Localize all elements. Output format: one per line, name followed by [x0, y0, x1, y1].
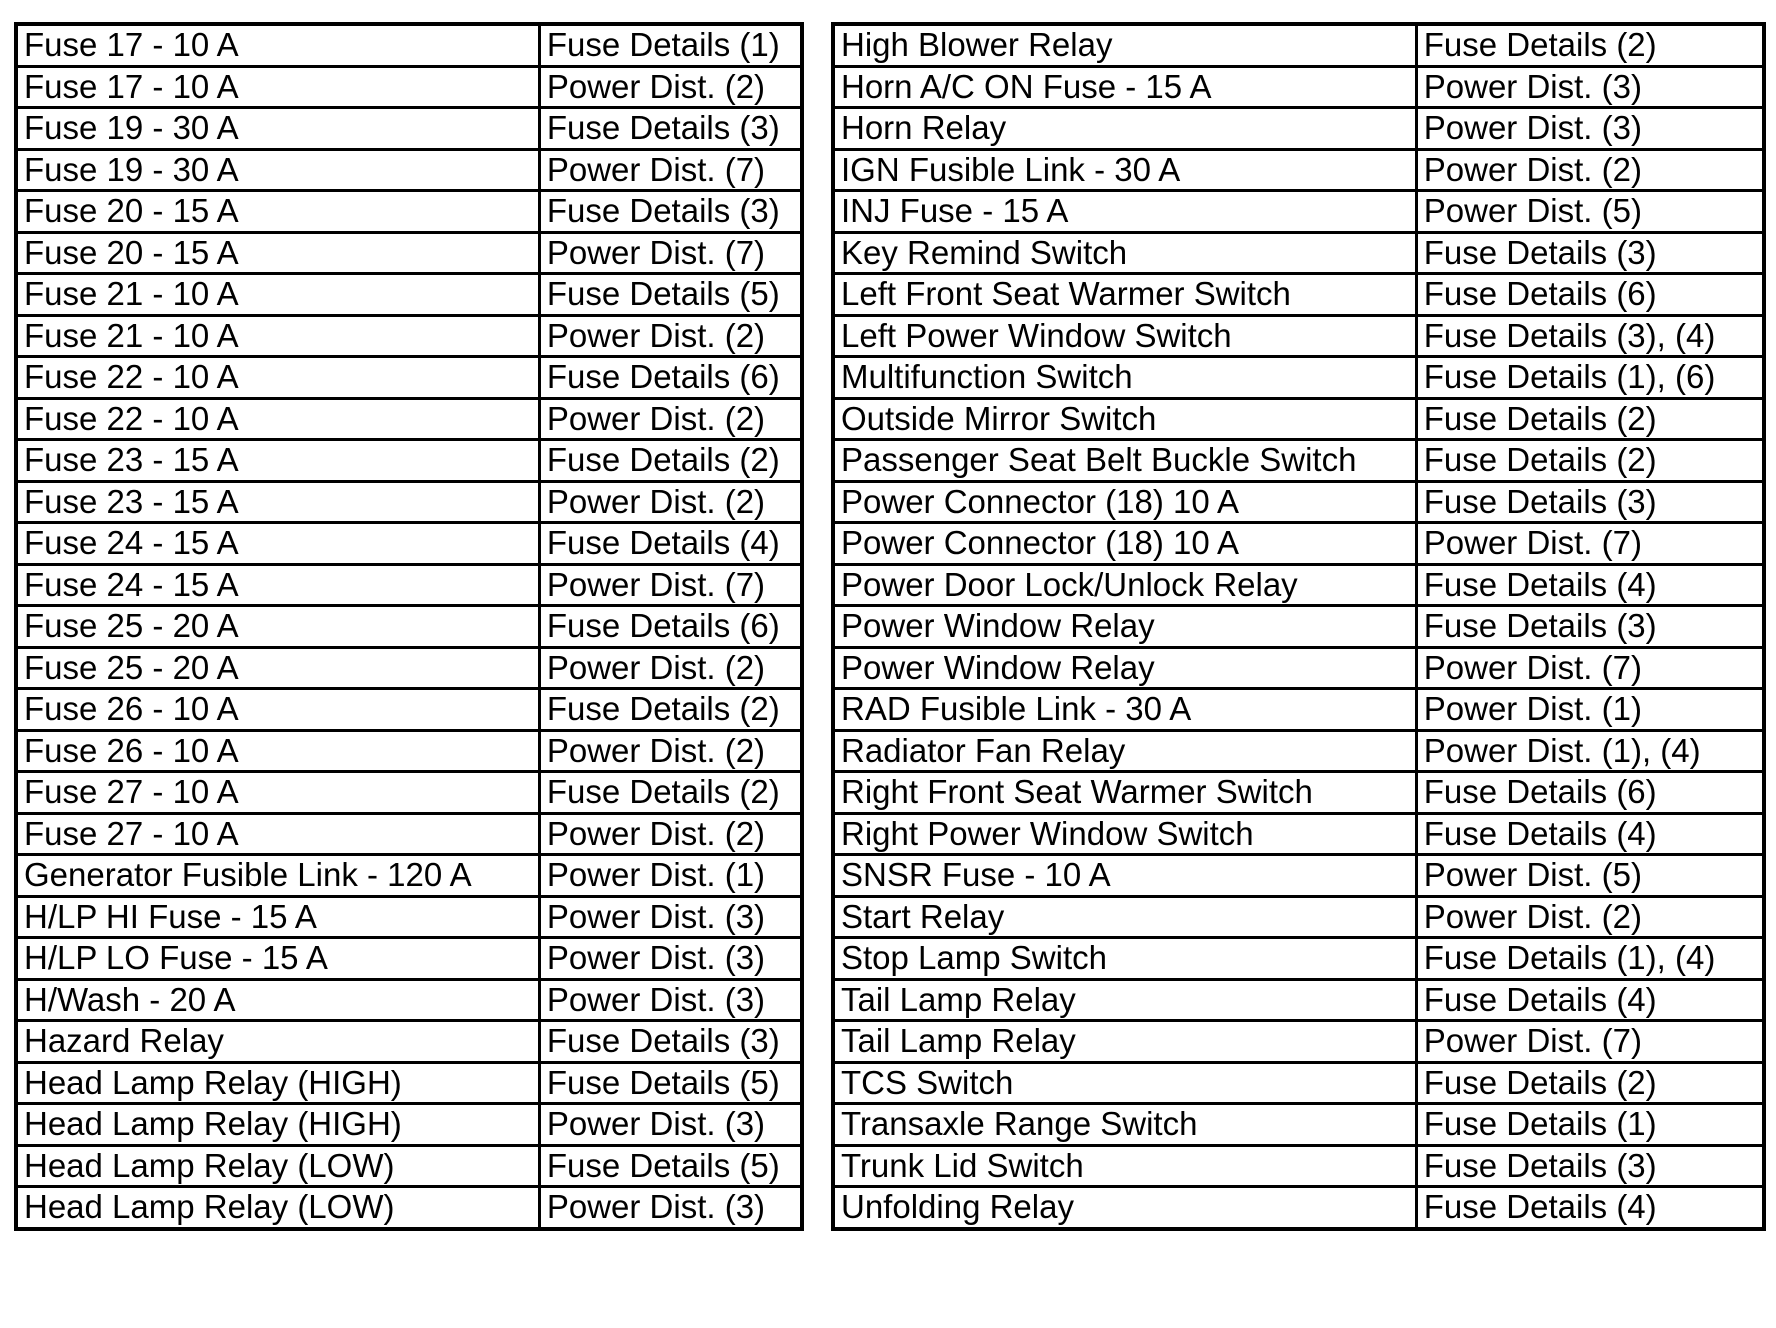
table-row — [833, 813, 1764, 855]
reference-cell: Fuse Details (5) — [539, 1062, 802, 1104]
component-name-cell: Outside Mirror Switch — [833, 398, 1416, 440]
left-index-table — [14, 22, 804, 1231]
reference-cell: Power Dist. (3) — [539, 896, 802, 938]
component-name-cell: Fuse 19 - 30 A — [16, 149, 539, 191]
reference-cell: Fuse Details (6) — [1416, 274, 1764, 316]
table-row — [833, 481, 1764, 523]
reference-cell: Fuse Details (2) — [539, 772, 802, 814]
reference-cell: Fuse Details (3) — [1416, 232, 1764, 274]
component-name-cell: Fuse 21 - 10 A — [16, 274, 539, 316]
table-row — [833, 315, 1764, 357]
component-name-cell: Hazard Relay — [16, 1021, 539, 1063]
reference-cell: Power Dist. (2) — [1416, 896, 1764, 938]
table-row — [833, 274, 1764, 316]
reference-cell: Fuse Details (3) — [539, 191, 802, 233]
reference-cell: Fuse Details (2) — [1416, 440, 1764, 482]
component-name-cell: H/LP LO Fuse - 15 A — [16, 938, 539, 980]
reference-cell: Fuse Details (6) — [539, 606, 802, 648]
reference-cell: Fuse Details (6) — [1416, 772, 1764, 814]
right-index-table — [831, 22, 1766, 1231]
component-name-cell: Trunk Lid Switch — [833, 1145, 1416, 1187]
table-row — [16, 606, 802, 648]
table-row — [833, 938, 1764, 980]
component-name-cell: Power Window Relay — [833, 647, 1416, 689]
reference-cell: Power Dist. (2) — [539, 730, 802, 772]
table-row — [833, 1021, 1764, 1063]
component-name-cell: Right Power Window Switch — [833, 813, 1416, 855]
reference-cell: Power Dist. (3) — [539, 1104, 802, 1146]
reference-cell: Power Dist. (3) — [1416, 108, 1764, 150]
component-index — [14, 22, 1766, 1316]
reference-cell: Fuse Details (3) — [1416, 481, 1764, 523]
table-row — [16, 523, 802, 565]
table-row — [833, 232, 1764, 274]
table-row — [16, 1104, 802, 1146]
table-row — [16, 938, 802, 980]
reference-cell: Fuse Details (1) — [1416, 1104, 1764, 1146]
component-name-cell: Power Connector (18) 10 A — [833, 523, 1416, 565]
component-name-cell: SNSR Fuse - 10 A — [833, 855, 1416, 897]
reference-cell: Fuse Details (3) — [1416, 606, 1764, 648]
table-row — [833, 896, 1764, 938]
reference-cell: Power Dist. (7) — [1416, 647, 1764, 689]
reference-cell: Power Dist. (5) — [1416, 191, 1764, 233]
component-name-cell: High Blower Relay — [833, 24, 1416, 66]
table-row — [833, 191, 1764, 233]
table-row — [833, 855, 1764, 897]
table-row — [16, 772, 802, 814]
reference-cell: Fuse Details (4) — [1416, 564, 1764, 606]
reference-cell: Power Dist. (7) — [1416, 523, 1764, 565]
component-name-cell: Fuse 17 - 10 A — [16, 24, 539, 66]
component-name-cell: Unfolding Relay — [833, 1187, 1416, 1229]
table-row — [16, 440, 802, 482]
reference-cell: Power Dist. (2) — [1416, 149, 1764, 191]
component-name-cell: Fuse 19 - 30 A — [16, 108, 539, 150]
table-row — [16, 191, 802, 233]
reference-cell: Fuse Details (1), (4) — [1416, 938, 1764, 980]
table-row — [16, 896, 802, 938]
table-row — [833, 730, 1764, 772]
component-name-cell: Power Window Relay — [833, 606, 1416, 648]
component-name-cell: Key Remind Switch — [833, 232, 1416, 274]
component-name-cell: TCS Switch — [833, 1062, 1416, 1104]
table-row — [16, 855, 802, 897]
reference-cell: Fuse Details (4) — [1416, 813, 1764, 855]
component-name-cell: Fuse 26 - 10 A — [16, 730, 539, 772]
component-name-cell: Head Lamp Relay (LOW) — [16, 1187, 539, 1229]
table-row — [16, 274, 802, 316]
component-name-cell: Fuse 20 - 15 A — [16, 191, 539, 233]
table-row — [16, 647, 802, 689]
reference-cell: Power Dist. (2) — [539, 813, 802, 855]
table-row — [16, 66, 802, 108]
reference-cell: Power Dist. (2) — [539, 647, 802, 689]
component-name-cell: INJ Fuse - 15 A — [833, 191, 1416, 233]
reference-cell: Fuse Details (5) — [539, 274, 802, 316]
table-row — [833, 24, 1764, 66]
component-name-cell: Fuse 27 - 10 A — [16, 813, 539, 855]
reference-cell: Fuse Details (6) — [539, 357, 802, 399]
table-row — [833, 66, 1764, 108]
reference-cell: Power Dist. (3) — [1416, 66, 1764, 108]
component-name-cell: Fuse 22 - 10 A — [16, 357, 539, 399]
table-row — [16, 1145, 802, 1187]
reference-cell: Power Dist. (7) — [539, 149, 802, 191]
table-row — [16, 730, 802, 772]
table-row — [16, 481, 802, 523]
component-name-cell: Fuse 24 - 15 A — [16, 523, 539, 565]
table-row — [16, 1062, 802, 1104]
table-row — [833, 1145, 1764, 1187]
reference-cell: Power Dist. (3) — [539, 979, 802, 1021]
component-name-cell: Passenger Seat Belt Buckle Switch — [833, 440, 1416, 482]
table-row — [833, 149, 1764, 191]
reference-cell: Fuse Details (2) — [539, 440, 802, 482]
component-name-cell: Fuse 25 - 20 A — [16, 647, 539, 689]
reference-cell: Power Dist. (1) — [1416, 689, 1764, 731]
left-table-body — [16, 24, 802, 1229]
component-name-cell: Fuse 20 - 15 A — [16, 232, 539, 274]
reference-cell: Power Dist. (1), (4) — [1416, 730, 1764, 772]
reference-cell: Power Dist. (2) — [539, 481, 802, 523]
component-name-cell: H/LP HI Fuse - 15 A — [16, 896, 539, 938]
reference-cell: Fuse Details (2) — [1416, 398, 1764, 440]
table-row — [833, 772, 1764, 814]
table-row — [833, 1104, 1764, 1146]
table-row — [833, 1062, 1764, 1104]
table-row — [16, 398, 802, 440]
reference-cell: Power Dist. (2) — [539, 66, 802, 108]
table-row — [833, 523, 1764, 565]
table-row — [833, 1187, 1764, 1229]
right-table-body — [833, 24, 1764, 1229]
table-row — [833, 606, 1764, 648]
reference-cell: Power Dist. (7) — [539, 232, 802, 274]
component-name-cell: Fuse 17 - 10 A — [16, 66, 539, 108]
reference-cell: Fuse Details (4) — [1416, 1187, 1764, 1229]
component-name-cell: Fuse 26 - 10 A — [16, 689, 539, 731]
reference-cell: Fuse Details (2) — [1416, 24, 1764, 66]
reference-cell: Fuse Details (3), (4) — [1416, 315, 1764, 357]
reference-cell: Fuse Details (2) — [539, 689, 802, 731]
table-row — [833, 564, 1764, 606]
component-name-cell: Head Lamp Relay (HIGH) — [16, 1062, 539, 1104]
table-row — [16, 1187, 802, 1229]
component-name-cell: Start Relay — [833, 896, 1416, 938]
component-name-cell: Fuse 23 - 15 A — [16, 440, 539, 482]
component-name-cell: Radiator Fan Relay — [833, 730, 1416, 772]
component-name-cell: Stop Lamp Switch — [833, 938, 1416, 980]
reference-cell: Fuse Details (3) — [539, 1021, 802, 1063]
table-row — [16, 108, 802, 150]
component-name-cell: Fuse 24 - 15 A — [16, 564, 539, 606]
table-row — [16, 979, 802, 1021]
component-name-cell: IGN Fusible Link - 30 A — [833, 149, 1416, 191]
component-name-cell: Horn A/C ON Fuse - 15 A — [833, 66, 1416, 108]
table-row — [16, 564, 802, 606]
table-row — [833, 647, 1764, 689]
reference-cell: Power Dist. (1) — [539, 855, 802, 897]
component-name-cell: Head Lamp Relay (LOW) — [16, 1145, 539, 1187]
component-name-cell: Generator Fusible Link - 120 A — [16, 855, 539, 897]
reference-cell: Fuse Details (5) — [539, 1145, 802, 1187]
table-row — [16, 1021, 802, 1063]
table-row — [16, 813, 802, 855]
component-name-cell: Multifunction Switch — [833, 357, 1416, 399]
reference-cell: Power Dist. (2) — [539, 315, 802, 357]
component-name-cell: Fuse 21 - 10 A — [16, 315, 539, 357]
component-name-cell: Transaxle Range Switch — [833, 1104, 1416, 1146]
table-row — [833, 440, 1764, 482]
reference-cell: Power Dist. (7) — [539, 564, 802, 606]
component-name-cell: Horn Relay — [833, 108, 1416, 150]
reference-cell: Fuse Details (4) — [539, 523, 802, 565]
table-row — [833, 979, 1764, 1021]
table-row — [16, 689, 802, 731]
reference-cell: Power Dist. (3) — [539, 1187, 802, 1229]
reference-cell: Power Dist. (5) — [1416, 855, 1764, 897]
table-row — [16, 232, 802, 274]
reference-cell: Power Dist. (3) — [539, 938, 802, 980]
component-name-cell: Fuse 23 - 15 A — [16, 481, 539, 523]
reference-cell: Fuse Details (1) — [539, 24, 802, 66]
table-row — [833, 398, 1764, 440]
component-name-cell: Fuse 27 - 10 A — [16, 772, 539, 814]
component-name-cell: RAD Fusible Link - 30 A — [833, 689, 1416, 731]
component-name-cell: Fuse 25 - 20 A — [16, 606, 539, 648]
component-name-cell: Left Power Window Switch — [833, 315, 1416, 357]
component-name-cell: Left Front Seat Warmer Switch — [833, 274, 1416, 316]
table-row — [16, 357, 802, 399]
table-row — [16, 315, 802, 357]
component-name-cell: Head Lamp Relay (HIGH) — [16, 1104, 539, 1146]
reference-cell: Fuse Details (2) — [1416, 1062, 1764, 1104]
reference-cell: Fuse Details (3) — [539, 108, 802, 150]
component-name-cell: Right Front Seat Warmer Switch — [833, 772, 1416, 814]
component-name-cell: Tail Lamp Relay — [833, 1021, 1416, 1063]
component-name-cell: Power Connector (18) 10 A — [833, 481, 1416, 523]
component-name-cell: Power Door Lock/Unlock Relay — [833, 564, 1416, 606]
table-row — [833, 357, 1764, 399]
reference-cell: Fuse Details (3) — [1416, 1145, 1764, 1187]
reference-cell: Power Dist. (2) — [539, 398, 802, 440]
table-row — [16, 24, 802, 66]
component-name-cell: Fuse 22 - 10 A — [16, 398, 539, 440]
reference-cell: Fuse Details (4) — [1416, 979, 1764, 1021]
table-row — [833, 689, 1764, 731]
table-row — [833, 108, 1764, 150]
reference-cell: Fuse Details (1), (6) — [1416, 357, 1764, 399]
table-row — [16, 149, 802, 191]
reference-cell: Power Dist. (7) — [1416, 1021, 1764, 1063]
component-name-cell: H/Wash - 20 A — [16, 979, 539, 1021]
component-name-cell: Tail Lamp Relay — [833, 979, 1416, 1021]
